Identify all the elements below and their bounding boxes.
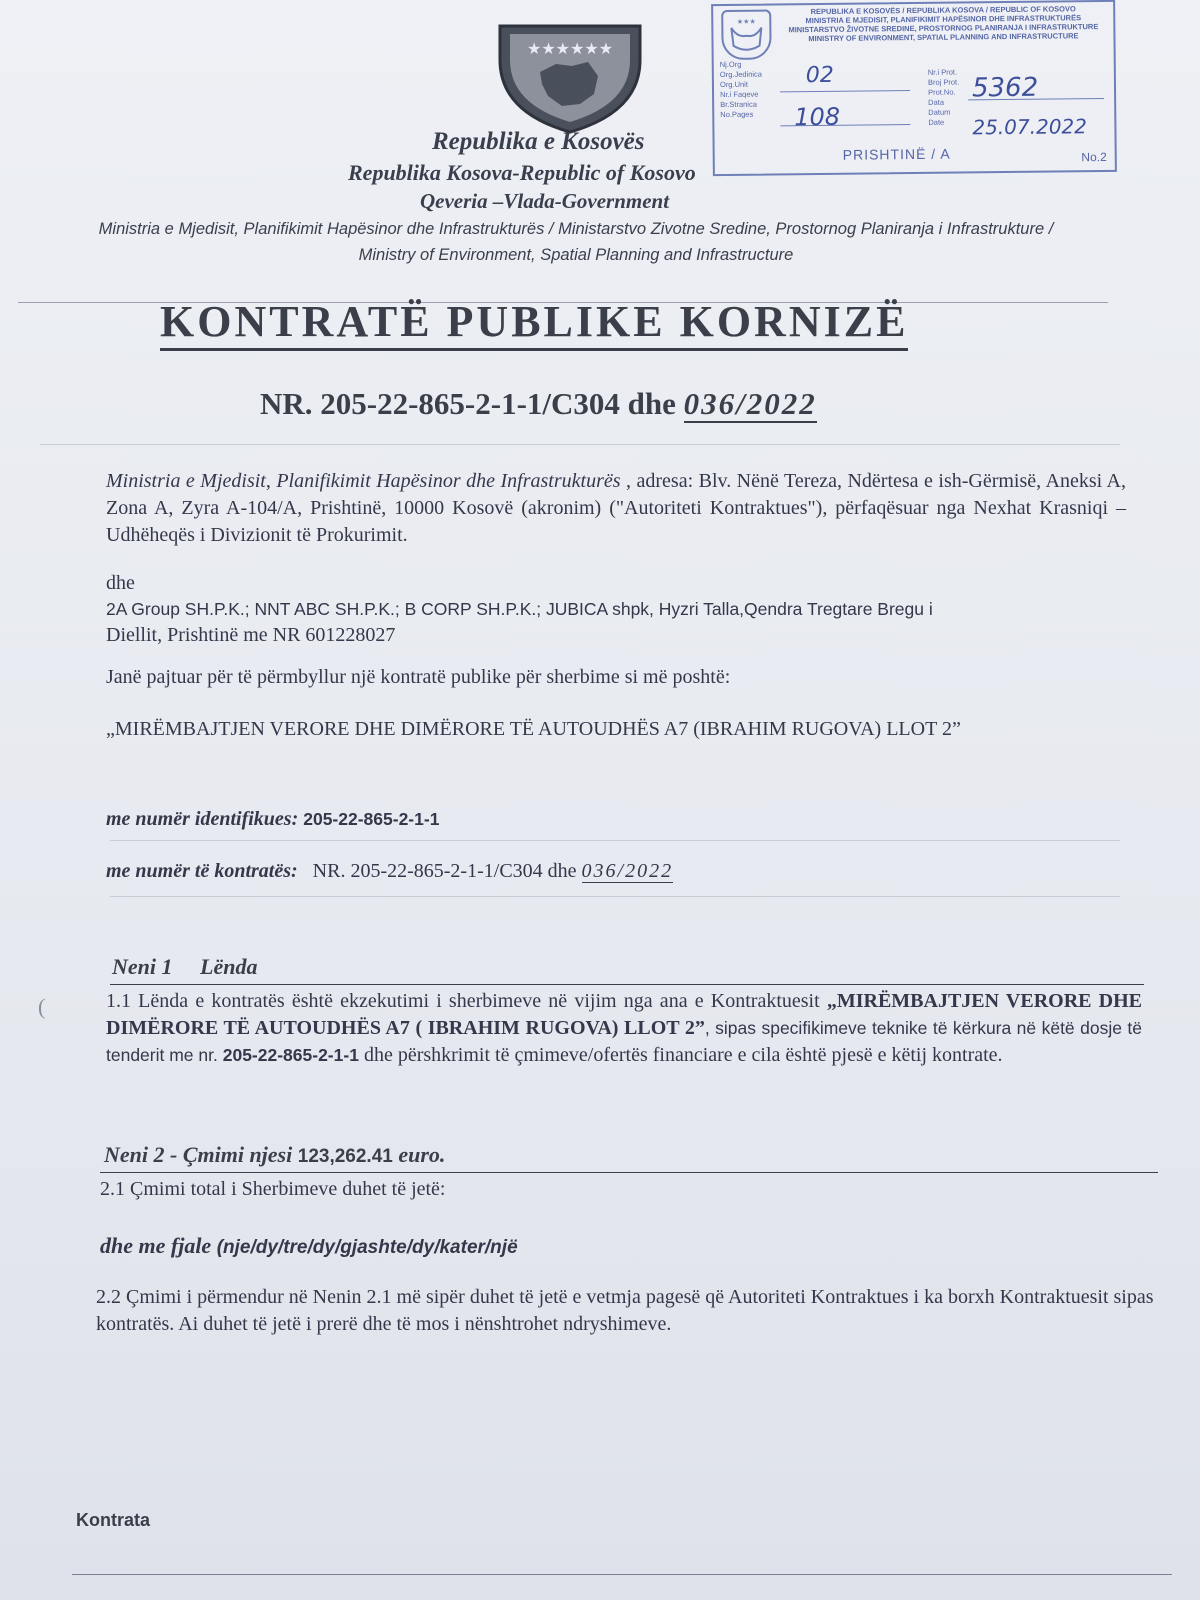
footer-label: Kontrata bbox=[76, 1510, 151, 1530]
section-divider bbox=[40, 444, 1120, 445]
article-2-1-text: 2.1 Çmimi total i Sherbimeve duhet të jetë: bbox=[100, 1178, 446, 1200]
article-2-underline bbox=[100, 1172, 1158, 1173]
stamp-prot-no-value: 5362 bbox=[971, 72, 1039, 104]
stamp-date-value: 25.07.2022 bbox=[972, 114, 1088, 140]
article-1-underline bbox=[110, 984, 1144, 985]
stamp-label: Org.Jedinica bbox=[719, 69, 763, 80]
article-1-heading: Neni 1 Lënda bbox=[112, 954, 258, 979]
stamp-coat-of-arms-icon bbox=[721, 9, 772, 60]
stamp-header-line: MINISTRIA E MJEDISIT, PLANIFIKIMIT HAPËSINOR DHE INFRASTRUKTURËS bbox=[805, 13, 1082, 26]
contract-number-prefix: NR. 205-22-865-2-1-1/C304 dhe bbox=[260, 386, 684, 421]
authority-details: , adresa: Blv. Nënë Tereza, Ndërtesa e ish-Gërmisë, Aneksi A, Zona A, Zyra A-104/A, Prishtinë, 10000 Kosovë (akronim) ("Autoriteti Kontraktues"), përfaqësuar nga Nexhat Krasniqi – Udhëheqës i Divizionit të Prokurimit. bbox=[106, 470, 1126, 546]
article-2-2-text: 2.2 Çmimi i përmendur në Nenin 2.1 më sipër duhet të jetë e vetmja pagesë që Autoriteti Kontraktues i ka borxh Kontraktuesit sipas kontratës. Ai duhet të jetë i prerë dhe të mos i nënshtrohet ndryshimeve. bbox=[96, 1286, 1154, 1335]
stamp-header-line: REPUBLIKA E KOSOVËS / REPUBLIKA KOSOVA / REPUBLIC OF KOSOVO bbox=[810, 4, 1076, 17]
article-2-heading-label: Neni 2 - Çmimi njesi bbox=[104, 1142, 293, 1167]
stamp-header bbox=[779, 4, 1107, 43]
article-1-text: 1.1 Lënda e kontratës është ekzekutimi i sherbimeve në vijim nga ana e Kontraktuesit bbox=[106, 990, 827, 1012]
contract-number-row-prefix: NR. 205-22-865-2-1-1/C304 dhe bbox=[312, 860, 582, 882]
government-title: Qeveria –Vlada-Government bbox=[420, 189, 670, 213]
margin-mark: ( bbox=[38, 994, 46, 1019]
contract-number-heading bbox=[260, 386, 817, 422]
republic-title-sq: Republika e Kosovës bbox=[432, 128, 645, 155]
authority-name: Ministria e Mjedisit, Planifikimit Hapësinor dhe Infrastrukturës bbox=[106, 470, 621, 492]
stamp-label: Datum bbox=[928, 107, 951, 117]
stamp-label: Data bbox=[928, 97, 945, 107]
stamp-right-labels bbox=[928, 67, 969, 127]
stamp-label: Date bbox=[928, 117, 945, 127]
contract-number-row bbox=[106, 858, 1126, 885]
article-2-heading bbox=[104, 1142, 445, 1168]
price-in-words-label: dhe me fjale bbox=[100, 1233, 217, 1258]
stamp-header-line: MINISTARSTVO ŽIVOTNE SREDINE, PROSTORNOG PLANIRANJA I INFRASTRUKTURE bbox=[788, 22, 1099, 35]
price-in-words-value: (nje/dy/tre/dy/gjashte/dy/kater/një bbox=[216, 1237, 518, 1258]
article-1-service-title: „MIRËMBAJTJEN VERORE DHE DIMËRORE TË AUTOUDHËS A7 ( IBRAHIM RUGOVA) LLOT 2” bbox=[106, 990, 1142, 1039]
row-divider bbox=[110, 840, 1120, 841]
contract-number-label: me numër të kontratës: bbox=[106, 860, 298, 882]
registry-stamp bbox=[711, 0, 1117, 176]
stamp-label: Br.Stranica bbox=[720, 99, 757, 110]
contract-number-row-value: 036/2022 bbox=[581, 860, 674, 882]
stamp-left-labels bbox=[720, 59, 781, 120]
kosovo-coat-of-arms-icon bbox=[496, 20, 644, 136]
parties-paragraph bbox=[106, 468, 1126, 549]
stamp-number: No.2 bbox=[1081, 149, 1107, 165]
stamp-label: Prot.No. bbox=[927, 87, 956, 97]
article-1-text-mid: , sipas specifikimeve teknike të kërkura në këtë dosje të tenderit me nr. bbox=[106, 1018, 1142, 1065]
svg-text:★★★: ★★★ bbox=[736, 18, 756, 26]
contractor-line-1: 2A Group SH.P.K.; NNT ABC SH.P.K.; B CORP SH.P.K.; JUBICA shpk, Hyzri Talla,Qendra Tregtare Bregu i bbox=[106, 599, 933, 619]
stamp-label: No.Pages bbox=[720, 109, 754, 120]
footer-divider bbox=[72, 1574, 1172, 1575]
stamp-org-unit-value: 02 bbox=[805, 62, 834, 89]
unit-price-currency: euro. bbox=[398, 1142, 446, 1167]
and-text: dhe bbox=[106, 572, 135, 594]
article-1-tender-number: 205-22-865-2-1-1 bbox=[222, 1045, 359, 1065]
stamp-label: Org.Unit bbox=[719, 79, 748, 90]
stamp-label: Nj.Org bbox=[719, 59, 742, 70]
row-divider bbox=[110, 896, 1120, 897]
identification-row bbox=[106, 806, 1126, 833]
contract-number-value: 036/2022 bbox=[683, 386, 817, 421]
stamp-label: Nr.i Faqeve bbox=[720, 89, 759, 100]
article-1-text-end: dhe përshkrimit të çmimeve/ofertës financiare e cila është pjesë e këtij kontrate. bbox=[358, 1044, 1003, 1066]
article-1-paragraph bbox=[106, 988, 1142, 1069]
stamp-label: Broj Prot. bbox=[927, 77, 960, 87]
republic-title-multi: Republika Kosova-Republic of Kosovo bbox=[348, 160, 696, 185]
stamp-label: Nr.i Prot. bbox=[927, 67, 958, 77]
service-title: „MIRËMBAJTJEN VERORE DHE DIMËRORE TË AUTOUDHËS A7 (IBRAHIM RUGOVA) LLOT 2” bbox=[106, 718, 961, 740]
identification-value: 205-22-865-2-1-1 bbox=[303, 809, 440, 829]
stamp-header-line: MINISTRY OF ENVIRONMENT, SPATIAL PLANNING AND INFRASTRUCTURE bbox=[808, 31, 1079, 44]
stamp-pages-value: 108 bbox=[794, 102, 841, 132]
stamp-divider bbox=[780, 90, 910, 92]
identification-label: me numër identifikues: bbox=[106, 808, 299, 830]
document-title: KONTRATË PUBLIKE KORNIZË bbox=[160, 296, 908, 351]
agreement-text: Janë pajtuar për të përmbyllur një kontratë publike për sherbime si më poshtë: bbox=[106, 666, 731, 688]
svg-text:★★★★★★: ★★★★★★ bbox=[526, 41, 614, 58]
contractor-line-2: Diellit, Prishtinë me NR 601228027 bbox=[106, 624, 396, 646]
unit-price-amount: 123,262.41 bbox=[297, 1146, 393, 1167]
stamp-city: PRISHTINË / A bbox=[842, 145, 951, 163]
price-in-words-row bbox=[100, 1232, 1120, 1261]
ministry-name: Ministria e Mjedisit, Planifikimit Hapësinor dhe Infrastrukturës / Ministarstvo Zivotne Sredine, Prostornog Planiranja i Infrastrukture / Ministry of Environment, Spatial Planning and Infrastructure bbox=[98, 220, 1054, 264]
